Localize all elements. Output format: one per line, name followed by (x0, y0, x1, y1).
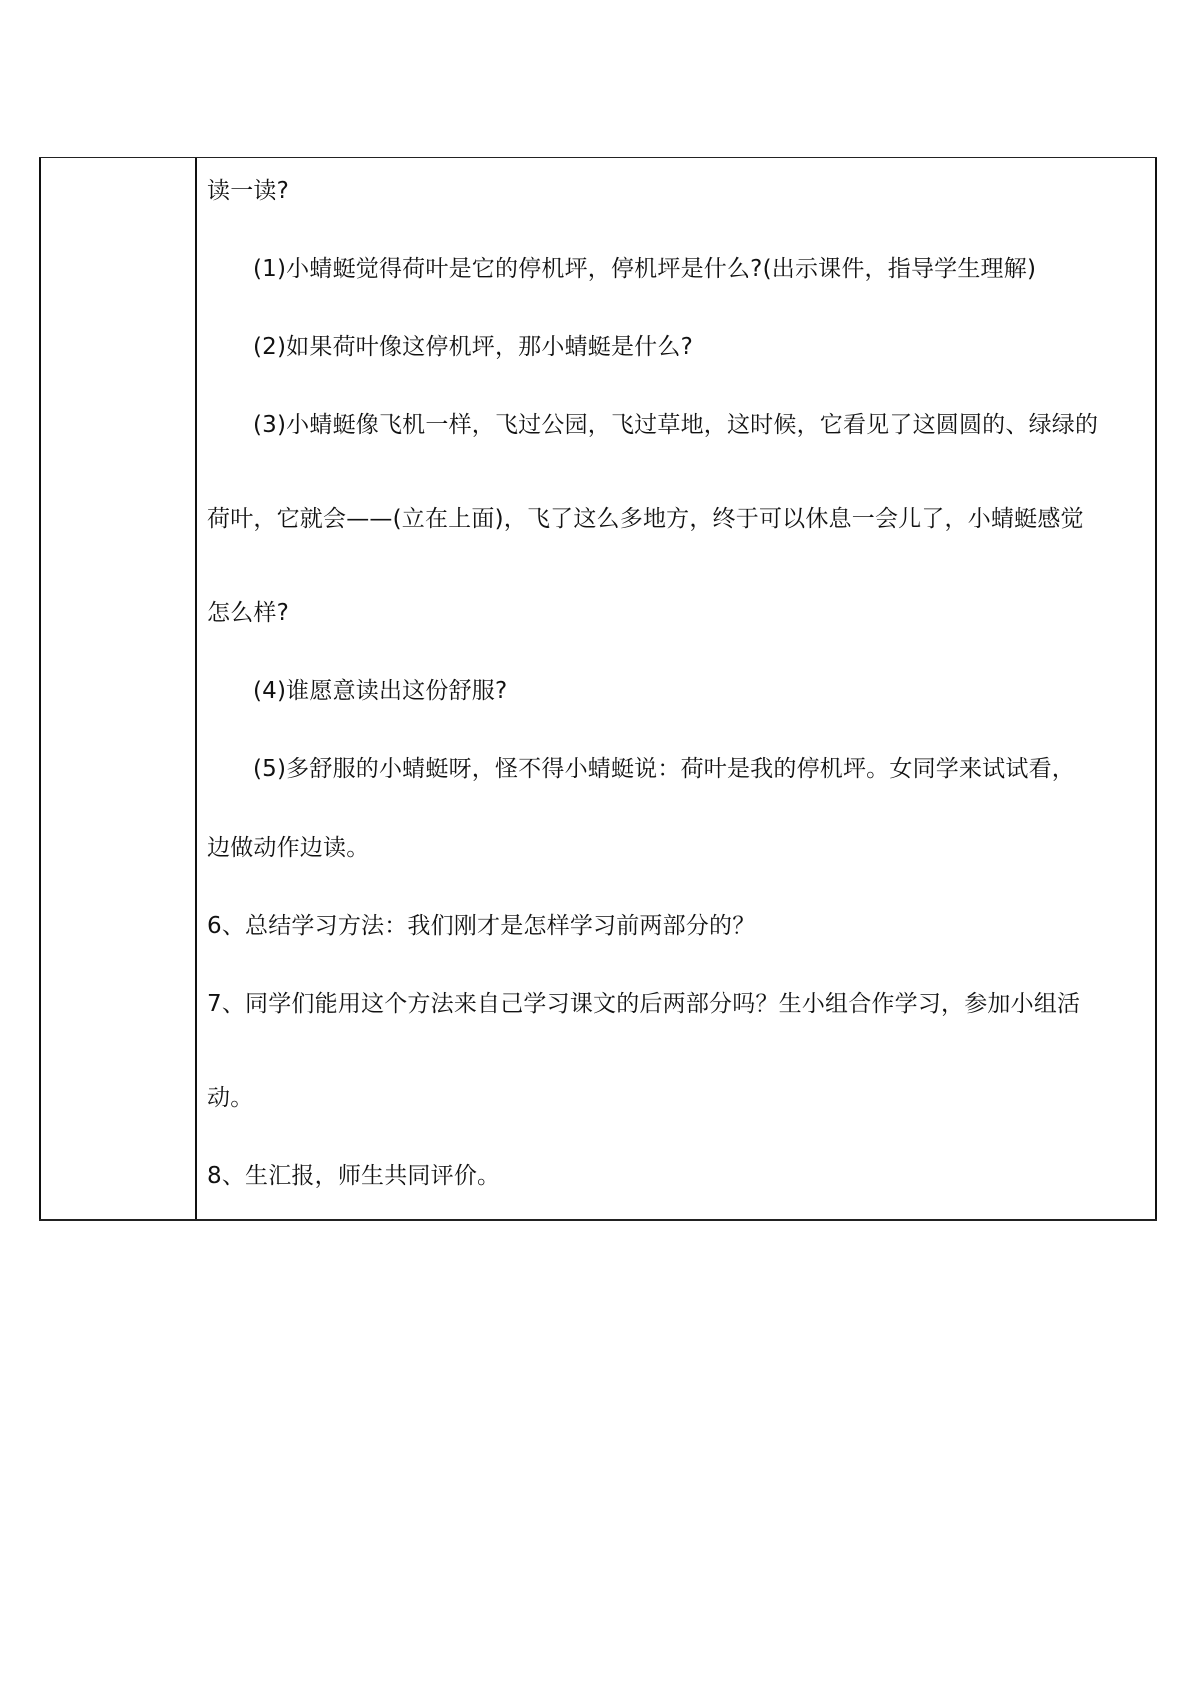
text-line-3: (2)如果荷叶像这停机坪，那小蜻蜓是什么? (253, 334, 693, 360)
lesson-plan-table (39, 157, 1157, 1221)
text-line-10: 6、总结学习方法：我们刚才是怎样学习前两部分的？ (207, 913, 756, 939)
text-line-12: 动。 (207, 1085, 254, 1111)
table-right-border (1155, 158, 1157, 1219)
text-line-7: (4)谁愿意读出这份舒服? (253, 678, 508, 704)
text-line-2: (1)小蜻蜓觉得荷叶是它的停机坪，停机坪是什么?(出示课件，指导学生理解) (253, 256, 1037, 282)
text-line-5: 荷叶，它就会——(立在上面)，飞了这么多地方，终于可以休息一会儿了，小蜻蜓感觉 (207, 506, 1084, 532)
text-line-9: 边做动作边读。 (207, 835, 370, 861)
table-column-divider (195, 158, 197, 1219)
text-line-4: (3)小蜻蜓像飞机一样，飞过公园，飞过草地，这时候，它看见了这圆圆的、绿绿的 (253, 412, 1099, 438)
text-line-1: 读一读? (207, 178, 290, 204)
text-line-13: 8、生汇报，师生共同评价。 (207, 1163, 501, 1189)
text-line-6: 怎么样? (207, 600, 290, 626)
text-line-11: 7、同学们能用这个方法来自己学习课文的后两部分吗？生小组合作学习，参加小组活 (207, 991, 1081, 1017)
text-line-8: (5)多舒服的小蜻蜓呀，怪不得小蜻蜓说：荷叶是我的停机坪。女同学来试试看， (253, 756, 1075, 782)
table-left-border (39, 158, 41, 1219)
